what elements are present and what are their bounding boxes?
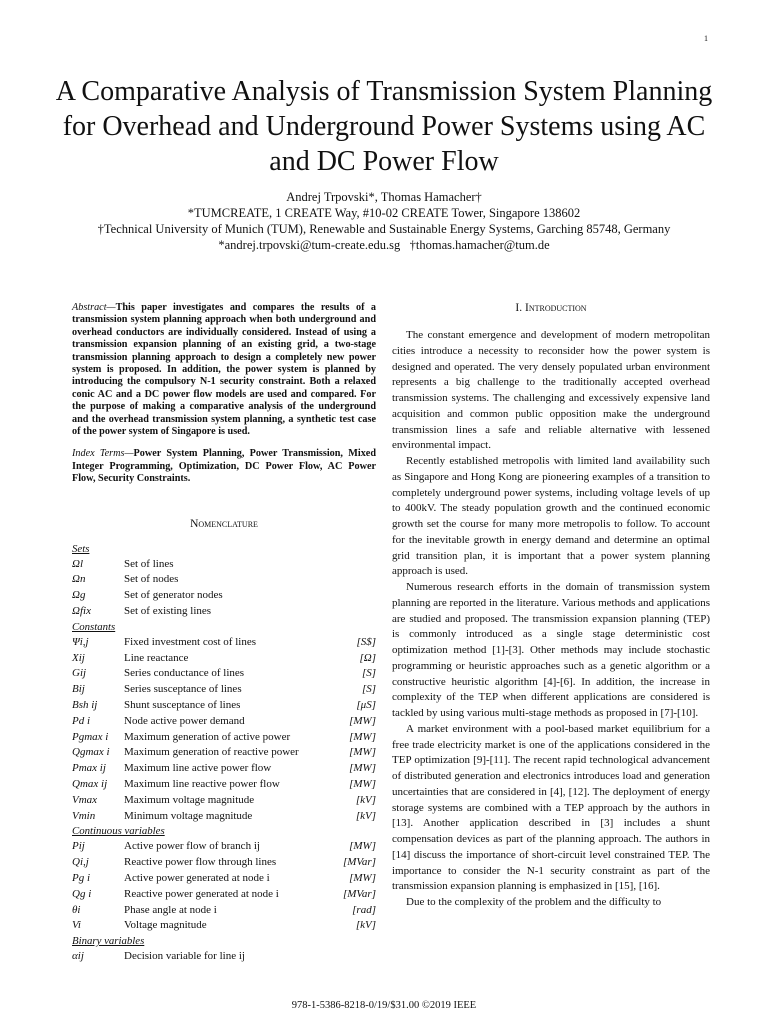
nomenclature-description: Maximum generation of active power	[124, 730, 291, 743]
nomenclature-description: Fixed investment cost of lines	[124, 635, 256, 648]
nomenclature-unit	[342, 949, 376, 965]
author-names: Andrej Trpovski*, Thomas Hamacher†	[286, 190, 482, 204]
nomenclature-symbol: Qi,j	[72, 856, 89, 869]
nomenclature-symbol: Vi	[72, 919, 81, 932]
nomenclature-symbol: Qgmax i	[72, 746, 110, 759]
nomenclature-group-continuous: Continuous variables	[72, 825, 165, 838]
nomenclature-row	[72, 730, 376, 746]
nomenclature-row	[72, 572, 376, 588]
nomenclature-description: Set of lines	[124, 557, 174, 570]
nomenclature-heading: Nomenclature	[190, 517, 258, 530]
nomenclature-symbol: Pgmax i	[72, 730, 109, 743]
nomenclature-description: Reactive power generated at node i	[124, 887, 279, 900]
nomenclature-description: Decision variable for line ij	[124, 950, 245, 963]
nomenclature-unit: [MVar]	[342, 887, 376, 900]
nomenclature-unit: [MW]	[349, 872, 376, 885]
nomenclature-unit	[342, 572, 376, 588]
nomenclature-description: Set of nodes	[124, 573, 179, 586]
author-block	[40, 189, 728, 253]
nomenclature-unit: [MVar]	[342, 856, 376, 869]
nomenclature-description: Shunt susceptance of lines	[124, 699, 241, 712]
nomenclature-unit: [Ω]	[359, 651, 376, 664]
nomenclature-symbol: Gij	[72, 667, 87, 680]
affiliation-1: *TUMCREATE, 1 CREATE Way, #10-02 CREATE Tower, Singapore 138602	[187, 206, 581, 220]
nomenclature-row	[72, 761, 376, 777]
nomenclature-unit: [kV]	[355, 793, 376, 806]
nomenclature-symbol: θi	[72, 903, 81, 916]
nomenclature-description: Active power flow of branch ij	[124, 840, 260, 853]
nomenclature-group-sets: Sets	[72, 542, 90, 555]
nomenclature-symbol: Qmax ij	[72, 778, 108, 791]
nomenclature-unit: [MW]	[349, 746, 376, 759]
nomenclature-unit: [kV]	[355, 919, 376, 932]
nomenclature-symbol: Bij	[72, 683, 85, 696]
paragraph: The constant emergence and development of modern metropolitan cities introduce a necessity to reconsider how the power system is designed and operated. The very densely populated urban environment represents a big challenge to the traditionally accepted overhead transmission systems. The challenging and excessively expensive land acquisition and common public opposition make the underground transmission lines a safe and reliable alternative with lessened environmental impact.	[392, 329, 710, 452]
nomenclature-row	[72, 588, 376, 604]
nomenclature-unit: [kV]	[355, 809, 376, 822]
nomenclature-description: Maximum line reactive power flow	[124, 778, 280, 791]
nomenclature-row	[72, 698, 376, 714]
section-heading-introduction: I. Introduction	[515, 302, 587, 314]
nomenclature-row	[72, 918, 376, 934]
paragraph: A market environment with a pool-based market equilibrium for a free trade electricity market is one of the applications considered in the TEP optimization [9]-[11]. The recent rapid technological advancement of distributed generation and electronics introduces load and generation uncertainties that are considered in [4], [12]. The deployment of energy storage systems are combined with a TEP approach by the authors in [13]. Another application described in [3] includes a shunt compensation devices as part of the planning approach. The authors in [14] discuss the importance of short-circuit level constrained TEP. The importance to consider the N-1 security constraint as part of the transmission expansion planning is emphasized in [15], [16].	[392, 722, 710, 893]
nomenclature-symbol: Ωl	[72, 557, 84, 570]
nomenclature-symbol: Ψi,j	[72, 635, 89, 648]
paragraph: Due to the complexity of the problem and the difficulty to	[406, 896, 662, 908]
paragraph: Numerous research efforts in the domain of transmission system planning are reported in the literature. Various methods and applications are studied and proposed. The transmission expansion planning (TEP) is commonly introduced as a single stage deterministic cost optimization method [1]-[3]. Other methods may include stochastic programming or heuristic approaches such as a genetic algorithm or a constructive heuristic algorithm [4]-[6]. In addition, the increase in complexity of the TEP when different applications are considered is tackled by using various multi-stage methods as proposed in [7]-[10].	[392, 581, 710, 719]
nomenclature-row	[72, 793, 376, 809]
nomenclature-symbol: Pmax ij	[72, 762, 106, 775]
nomenclature-row	[72, 714, 376, 730]
nomenclature-description: Voltage magnitude	[124, 919, 207, 932]
nomenclature-unit: [MW]	[349, 762, 376, 775]
nomenclature-symbol: Vmax	[72, 793, 98, 806]
nomenclature-row	[72, 651, 376, 667]
nomenclature-unit: [S]	[361, 683, 376, 696]
nomenclature-unit: [rad]	[352, 903, 376, 916]
nomenclature-description: Phase angle at node i	[124, 903, 217, 916]
nomenclature-row	[72, 903, 376, 919]
index-terms-text: Power System Planning, Power Transmission, Mixed Integer Programming, Optimization, DC Power Flow, AC Power Flow, Security Constraints.	[72, 448, 376, 485]
nomenclature-unit: [MW]	[349, 840, 376, 853]
nomenclature-description: Series susceptance of lines	[124, 683, 242, 696]
nomenclature-symbol: Ωg	[72, 589, 86, 602]
author-emails: *andrej.trpovski@tum-create.edu.sg †thomas.hamacher@tum.de	[218, 238, 550, 252]
nomenclature-unit: [S$]	[356, 635, 376, 648]
nomenclature-unit	[342, 588, 376, 604]
nomenclature-row	[72, 682, 376, 698]
nomenclature-symbol: Vmin	[72, 809, 96, 822]
nomenclature-symbol: Ωfix	[72, 605, 91, 618]
nomenclature-unit: [MW]	[349, 714, 376, 727]
nomenclature-description: Maximum line active power flow	[124, 762, 272, 775]
nomenclature-row	[72, 855, 376, 871]
nomenclature-description: Series conductance of lines	[124, 667, 245, 680]
nomenclature-row	[72, 745, 376, 761]
nomenclature-unit: [S]	[361, 667, 376, 680]
nomenclature-symbol: Qg i	[72, 887, 92, 900]
nomenclature-row	[72, 949, 376, 965]
nomenclature-row	[72, 666, 376, 682]
paragraph: Recently established metropolis with limited land availability such as Singapore and Hong Kong are pioneering examples of a transition to completely underground power systems, including voltage levels of up to 400kV. The steady population growth and the continued economic growth set the course for many more metropolis to follow. To account for the inevitable growth in energy demand and determine an optimal grid transition plan, it is important that a power system planning approach is used.	[392, 455, 710, 578]
paper-title: A Comparative Analysis of Transmission System Planning for Overhead and Underground Power Systems using AC and DC Power Flow	[55, 76, 713, 177]
index-terms	[72, 448, 376, 485]
copyright-footer: 978-1-5386-8218-0/19/$31.00 ©2019 IEEE	[291, 1000, 477, 1011]
nomenclature-description: Reactive power flow through lines	[124, 856, 277, 869]
right-column	[392, 302, 710, 911]
page-number: 1	[704, 34, 708, 43]
nomenclature-unit	[342, 604, 376, 620]
nomenclature-unit: [μS]	[356, 699, 376, 712]
nomenclature-row	[72, 887, 376, 903]
nomenclature-description: Maximum voltage magnitude	[124, 793, 255, 806]
nomenclature-description: Maximum generation of reactive power	[124, 746, 299, 759]
nomenclature-description: Set of generator nodes	[124, 589, 223, 602]
nomenclature-symbol: Pij	[72, 840, 85, 853]
nomenclature-row	[72, 604, 376, 620]
nomenclature-description: Set of existing lines	[124, 605, 212, 618]
index-terms-label: Index Terms—	[72, 448, 134, 460]
nomenclature-description: Active power generated at node i	[124, 872, 270, 885]
nomenclature-unit: [MW]	[349, 730, 376, 743]
nomenclature-row	[72, 839, 376, 855]
nomenclature-group-binary: Binary variables	[72, 935, 145, 948]
nomenclature-symbol: Pg i	[72, 872, 91, 885]
nomenclature-symbol: Ωn	[72, 573, 86, 586]
nomenclature-symbol: Pd i	[72, 714, 91, 727]
abstract	[72, 302, 376, 438]
nomenclature-row	[72, 777, 376, 793]
nomenclature-row	[72, 635, 376, 651]
nomenclature-unit	[342, 557, 376, 573]
nomenclature-list	[72, 542, 376, 965]
nomenclature-symbol: αij	[72, 950, 84, 963]
affiliation-2: †Technical University of Munich (TUM), Renewable and Sustainable Energy Systems, Garching 85748, Germany	[97, 222, 671, 236]
nomenclature-symbol: Bsh ij	[72, 699, 98, 712]
nomenclature-description: Node active power demand	[124, 714, 245, 727]
nomenclature-group-constants: Constants	[72, 620, 116, 633]
nomenclature-description: Minimum voltage magnitude	[124, 809, 253, 822]
nomenclature-row	[72, 557, 376, 573]
nomenclature-symbol: Xij	[72, 651, 85, 664]
nomenclature-description: Line reactance	[124, 651, 189, 664]
nomenclature-unit: [MW]	[349, 778, 376, 791]
nomenclature-row	[72, 871, 376, 887]
nomenclature-row	[72, 809, 376, 825]
left-column	[72, 302, 376, 965]
abstract-text: This paper investigates and compares the results of a transmission system planning approach when both underground and overhead conductors are individually considered. Instead of using a transmission expansion planning of an existing grid, a two-stage transmission planning approach to design a completely new power system is proposed. In addition, the power system is planned by introducing the compulsory N-1 security constraint. Both a relaxed conic AC and a DC power flow models are used and compared. For the purpose of making a comparative analysis of the underground and the overhead transmission system planning, a synthetic test case of the power system of Singapore is used.	[72, 302, 376, 438]
abstract-label: Abstract—	[72, 302, 116, 313]
